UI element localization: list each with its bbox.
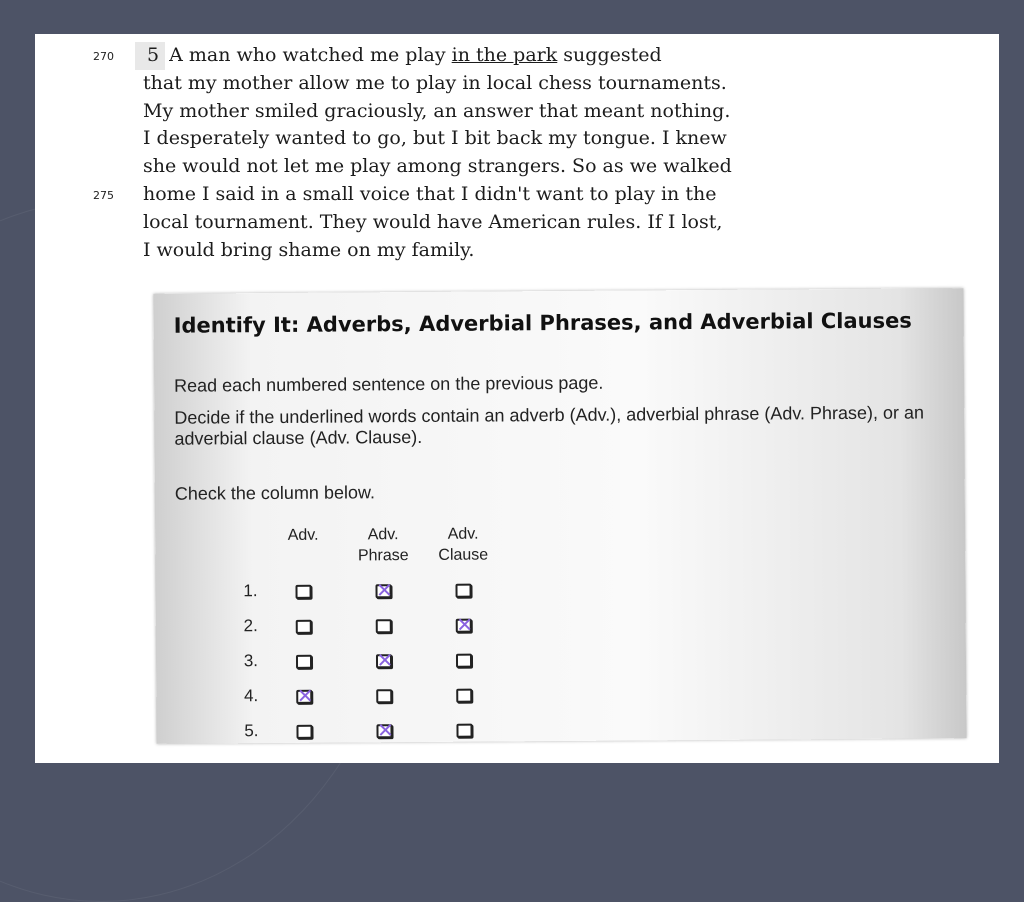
answer-checkbox[interactable] xyxy=(376,689,392,703)
instruction-check: Check the column below. xyxy=(174,482,376,504)
line-number-270: 270 xyxy=(93,50,114,63)
passage-line xyxy=(143,70,973,98)
answer-checkbox[interactable] xyxy=(376,718,394,743)
answer-checkbox[interactable] xyxy=(376,648,394,673)
underlined-phrase: in the park xyxy=(451,44,558,66)
answer-checkbox[interactable] xyxy=(456,654,472,668)
passage-line xyxy=(143,98,973,126)
passage-text: My mother smiled graciously, an answer that meant nothing. xyxy=(143,99,731,122)
column-header-3: Adv. Clause xyxy=(438,525,489,564)
passage-line xyxy=(143,153,973,181)
check-x-icon: ✕ xyxy=(296,683,314,708)
passage-line xyxy=(143,125,973,153)
passage-text: she would not let me play among strangers. So as we walked xyxy=(143,155,732,178)
passage-text: that my mother allow me to play in local chess tournaments. xyxy=(143,71,727,94)
answer-checkbox[interactable] xyxy=(295,585,311,599)
answer-checkbox[interactable] xyxy=(455,584,471,598)
line-number-275: 275 xyxy=(93,189,114,202)
passage-line xyxy=(143,209,973,237)
check-x-icon: ✕ xyxy=(376,648,394,673)
row-number: 5. xyxy=(244,721,259,741)
passage-text: I desperately wanted to go, but I bit back my tongue. I knew xyxy=(143,127,727,150)
passage-line xyxy=(143,181,973,209)
passage-line xyxy=(95,42,973,70)
passage-text: A man who watched me play xyxy=(169,44,452,66)
answer-grid xyxy=(153,288,963,294)
column-header-1: Adv. xyxy=(287,526,319,544)
story-passage xyxy=(143,42,973,264)
passage-text: home I said in a small voice that I didn't want to play in the xyxy=(143,182,717,205)
paragraph-number: 5 xyxy=(135,42,165,70)
instruction-read: Read each numbered sentence on the previous page. xyxy=(174,372,604,396)
check-x-icon: ✕ xyxy=(376,578,393,603)
check-x-icon: ✕ xyxy=(456,612,474,637)
row-number: 1. xyxy=(243,581,258,601)
row-number: 3. xyxy=(243,651,259,671)
answer-checkbox[interactable] xyxy=(296,725,312,739)
answer-checkbox[interactable] xyxy=(456,689,472,703)
textbook-page xyxy=(35,34,999,763)
passage-text: local tournament. They would have American rules. If I lost, xyxy=(143,210,723,233)
answer-checkbox[interactable] xyxy=(376,619,392,633)
row-number: 4. xyxy=(243,686,259,706)
column-header-2: Adv. Phrase xyxy=(357,526,409,565)
answer-checkbox[interactable] xyxy=(456,724,472,738)
answer-checkbox[interactable] xyxy=(296,620,312,634)
passage-text: suggested xyxy=(557,44,662,66)
passage-line xyxy=(143,237,973,265)
identify-it-card xyxy=(153,288,966,744)
answer-checkbox[interactable] xyxy=(296,683,314,708)
passage-text: I would bring shame on my family. xyxy=(143,238,475,261)
activity-title: Identify It: Adverbs, Adverbial Phrases, and Adverbial Clauses xyxy=(173,308,912,338)
row-number: 2. xyxy=(243,616,258,636)
answer-checkbox[interactable] xyxy=(456,612,474,637)
check-x-icon: ✕ xyxy=(377,718,394,743)
answer-checkbox[interactable] xyxy=(296,655,312,669)
instruction-decide: Decide if the underlined words contain an adverb (Adv.), adverbial phrase (Adv. Phrase), or an adverbial clause (Adv. Clause). xyxy=(174,402,925,449)
answer-checkbox[interactable] xyxy=(375,578,393,603)
